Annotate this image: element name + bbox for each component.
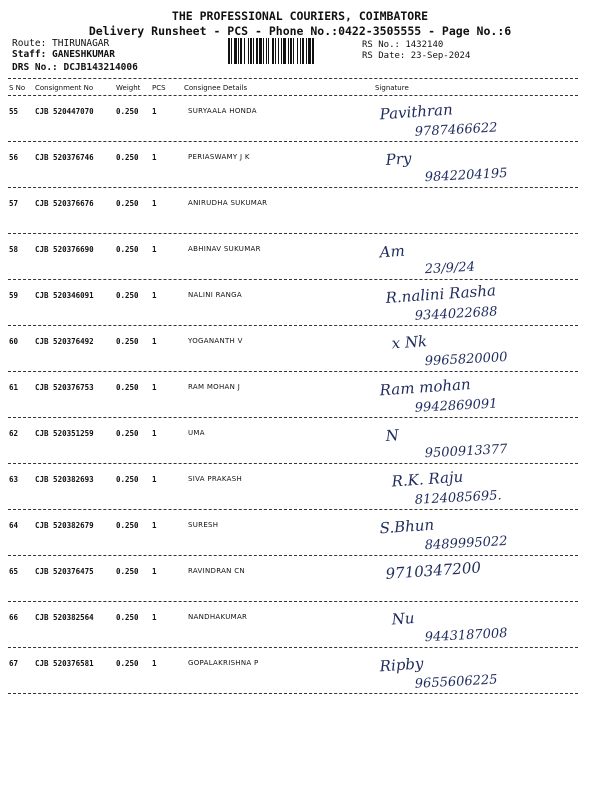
signature-phone-handwriting: 9842204195 bbox=[424, 165, 508, 186]
row-signature bbox=[360, 280, 590, 326]
signature-handwriting: Ripby bbox=[379, 654, 425, 676]
row-pcs: 1 bbox=[152, 153, 157, 162]
route-label: Route: THIRUNAGAR bbox=[12, 38, 110, 49]
header-rule-top bbox=[8, 78, 578, 79]
row-consignment-no: CJB 520382693 bbox=[35, 475, 94, 484]
row-pcs: 1 bbox=[152, 199, 157, 208]
row-signature bbox=[360, 234, 590, 280]
row-pcs: 1 bbox=[152, 291, 157, 300]
table-row bbox=[0, 556, 600, 602]
row-consignee: SURYAALA HONDA bbox=[188, 107, 257, 115]
barcode-bar bbox=[308, 38, 311, 64]
row-consignment-no: CJB 520376475 bbox=[35, 567, 94, 576]
row-sno: 60 bbox=[9, 337, 19, 346]
signature-handwriting: S.Bhun bbox=[379, 515, 435, 538]
col-signature-header: Signature bbox=[375, 84, 409, 92]
row-consignee: YOGANANTH V bbox=[188, 337, 243, 345]
row-consignment-no: CJB 520346091 bbox=[35, 291, 94, 300]
signature-phone-handwriting: 9655606225 bbox=[414, 672, 498, 692]
barcode-bar bbox=[272, 38, 274, 64]
row-consignee: ANIRUDHA SUKUMAR bbox=[188, 199, 268, 207]
row-sno: 63 bbox=[9, 475, 19, 484]
row-signature bbox=[360, 556, 590, 602]
row-pcs: 1 bbox=[152, 659, 157, 668]
barcode-bar bbox=[297, 38, 298, 64]
row-consignee: UMA bbox=[188, 429, 205, 437]
row-sno: 55 bbox=[9, 107, 19, 116]
row-sno: 62 bbox=[9, 429, 19, 438]
table-row bbox=[0, 142, 600, 188]
runsheet-subtitle: Delivery Runsheet - PCS - Phone No.:0422-3505555 - Page No.:6 bbox=[88, 24, 512, 38]
row-weight: 0.250 bbox=[116, 613, 139, 622]
table-row bbox=[0, 326, 600, 372]
table-row bbox=[0, 510, 600, 556]
barcode-bar bbox=[300, 38, 301, 64]
table-row bbox=[0, 188, 600, 234]
signature-phone-handwriting: 9344022688 bbox=[414, 304, 498, 324]
row-signature bbox=[360, 418, 590, 464]
row-consignee: NANDHAKUMAR bbox=[188, 613, 248, 621]
row-consignee: PERIASWAMY J K bbox=[188, 153, 250, 161]
row-sno: 57 bbox=[9, 199, 19, 208]
row-sno: 65 bbox=[9, 567, 19, 576]
rs-date: RS Date: 23-Sep-2024 bbox=[362, 51, 471, 61]
barcode-bar bbox=[283, 38, 286, 64]
barcode-bar bbox=[302, 38, 304, 64]
row-pcs: 1 bbox=[152, 429, 157, 438]
row-signature bbox=[360, 464, 590, 510]
barcode-bar bbox=[266, 38, 267, 64]
barcode-bar bbox=[278, 38, 279, 64]
barcode-bar bbox=[290, 38, 292, 64]
row-weight: 0.250 bbox=[116, 153, 139, 162]
row-weight: 0.250 bbox=[116, 107, 139, 116]
row-sno: 66 bbox=[9, 613, 19, 622]
signature-phone-handwriting: 9787466622 bbox=[414, 120, 498, 140]
row-consignment-no: CJB 520382679 bbox=[35, 521, 94, 530]
row-sno: 67 bbox=[9, 659, 19, 668]
table-row bbox=[0, 234, 600, 280]
row-consignment-no: CJB 520376690 bbox=[35, 245, 94, 254]
row-signature bbox=[360, 602, 590, 648]
barcode-bar bbox=[293, 38, 294, 64]
signature-phone-handwriting: 9500913377 bbox=[424, 441, 508, 462]
signature-handwriting: Am bbox=[379, 241, 406, 262]
row-signature bbox=[360, 372, 590, 418]
row-consignment-no: CJB 520351259 bbox=[35, 429, 94, 438]
row-weight: 0.250 bbox=[116, 245, 139, 254]
barcode-bar bbox=[238, 38, 239, 64]
row-pcs: 1 bbox=[152, 337, 157, 346]
table-row bbox=[0, 372, 600, 418]
col-weight-header: Weight bbox=[116, 84, 141, 92]
row-pcs: 1 bbox=[152, 107, 157, 116]
signature-phone-handwriting: 8124085695. bbox=[414, 488, 502, 508]
barcode-bar bbox=[263, 38, 264, 64]
col-consignment-header: Consignment No bbox=[35, 84, 94, 92]
signature-handwriting: Nu bbox=[391, 609, 416, 629]
row-consignment-no: CJB 520376581 bbox=[35, 659, 94, 668]
signature-handwriting: R.K. Raju bbox=[391, 467, 464, 491]
signature-handwriting: x Nk bbox=[391, 332, 428, 353]
row-divider bbox=[8, 693, 578, 694]
signature-phone-handwriting: 8489995022 bbox=[424, 533, 508, 554]
barcode-bar bbox=[234, 38, 237, 64]
row-consignment-no: CJB 520376676 bbox=[35, 199, 94, 208]
row-consignment-no: CJB 520376492 bbox=[35, 337, 94, 346]
row-sno: 64 bbox=[9, 521, 19, 530]
barcode-bar bbox=[228, 38, 230, 64]
row-signature bbox=[360, 96, 590, 142]
row-consignee: ABHINAV SUKUMAR bbox=[188, 245, 261, 253]
signature-phone-handwriting: 9965820000 bbox=[424, 349, 508, 370]
table-row bbox=[0, 96, 600, 142]
row-signature bbox=[360, 326, 590, 372]
row-sno: 61 bbox=[9, 383, 19, 392]
row-consignee: GOPALAKRISHNA P bbox=[188, 659, 259, 667]
row-sno: 59 bbox=[9, 291, 19, 300]
company-title: THE PROFESSIONAL COURIERS, COIMBATORE bbox=[171, 9, 429, 23]
signature-phone-handwriting: 9942869091 bbox=[414, 396, 498, 416]
row-consignment-no: CJB 520376746 bbox=[35, 153, 94, 162]
row-pcs: 1 bbox=[152, 567, 157, 576]
barcode-bar bbox=[231, 38, 232, 64]
signature-phone-handwriting: 23/9/24 bbox=[424, 259, 476, 278]
signature-handwriting: Pry bbox=[385, 149, 413, 169]
barcode-bar bbox=[288, 38, 289, 64]
row-consignee: RAVINDRAN CN bbox=[188, 567, 245, 575]
row-pcs: 1 bbox=[152, 245, 157, 254]
row-weight: 0.250 bbox=[116, 291, 139, 300]
signature-handwriting: 9710347200 bbox=[385, 558, 482, 583]
row-weight: 0.250 bbox=[116, 199, 139, 208]
row-signature bbox=[360, 510, 590, 556]
row-consignment-no: CJB 520376753 bbox=[35, 383, 94, 392]
barcode-bar bbox=[275, 38, 276, 64]
barcode-bar bbox=[250, 38, 252, 64]
table-row bbox=[0, 418, 600, 464]
col-pcs-header: PCS bbox=[152, 84, 166, 92]
row-signature bbox=[360, 142, 590, 188]
barcode-bar bbox=[268, 38, 269, 64]
row-pcs: 1 bbox=[152, 521, 157, 530]
row-weight: 0.250 bbox=[116, 567, 139, 576]
row-sno: 58 bbox=[9, 245, 19, 254]
row-weight: 0.250 bbox=[116, 337, 139, 346]
barcode-bar bbox=[306, 38, 307, 64]
row-pcs: 1 bbox=[152, 383, 157, 392]
row-weight: 0.250 bbox=[116, 659, 139, 668]
signature-phone-handwriting: 9443187008 bbox=[424, 625, 508, 646]
signature-handwriting: R.nalini Rasha bbox=[385, 281, 497, 307]
row-weight: 0.250 bbox=[116, 475, 139, 484]
row-consignee: SURESH bbox=[188, 521, 219, 529]
col-sno-header: S No bbox=[9, 84, 26, 92]
row-consignee: SIVA PRAKASH bbox=[188, 475, 243, 483]
row-pcs: 1 bbox=[152, 613, 157, 622]
row-pcs: 1 bbox=[152, 475, 157, 484]
row-consignee: RAM MOHAN J bbox=[188, 383, 241, 391]
barcode-bar bbox=[253, 38, 254, 64]
table-row bbox=[0, 602, 600, 648]
row-weight: 0.250 bbox=[116, 383, 139, 392]
staff-label: Staff: GANESHKUMAR bbox=[12, 49, 115, 60]
barcode-bar bbox=[312, 38, 314, 64]
barcode bbox=[228, 38, 356, 64]
row-consignment-no: CJB 520382564 bbox=[35, 613, 94, 622]
table-row bbox=[0, 464, 600, 510]
drs-number: DRS No.: DCJB143214006 bbox=[12, 62, 138, 73]
barcode-bar bbox=[281, 38, 282, 64]
table-row bbox=[0, 280, 600, 326]
barcode-bar bbox=[244, 38, 245, 64]
signature-handwriting: N bbox=[385, 426, 400, 445]
row-weight: 0.250 bbox=[116, 521, 139, 530]
row-signature bbox=[360, 188, 590, 234]
row-sno: 56 bbox=[9, 153, 19, 162]
barcode-bar bbox=[259, 38, 262, 64]
barcode-bar bbox=[248, 38, 249, 64]
row-consignee: NALINI RANGA bbox=[188, 291, 242, 299]
row-signature bbox=[360, 648, 590, 694]
signature-handwriting: Ram mohan bbox=[379, 375, 472, 400]
barcode-bar bbox=[240, 38, 242, 64]
barcode-bar bbox=[256, 38, 258, 64]
row-weight: 0.250 bbox=[116, 429, 139, 438]
signature-handwriting: Pavithran bbox=[379, 100, 454, 124]
table-row bbox=[0, 648, 600, 694]
row-consignment-no: CJB 520447070 bbox=[35, 107, 94, 116]
col-consignee-header: Consignee Details bbox=[184, 84, 248, 92]
rs-number: RS No.: 1432140 bbox=[362, 40, 444, 50]
